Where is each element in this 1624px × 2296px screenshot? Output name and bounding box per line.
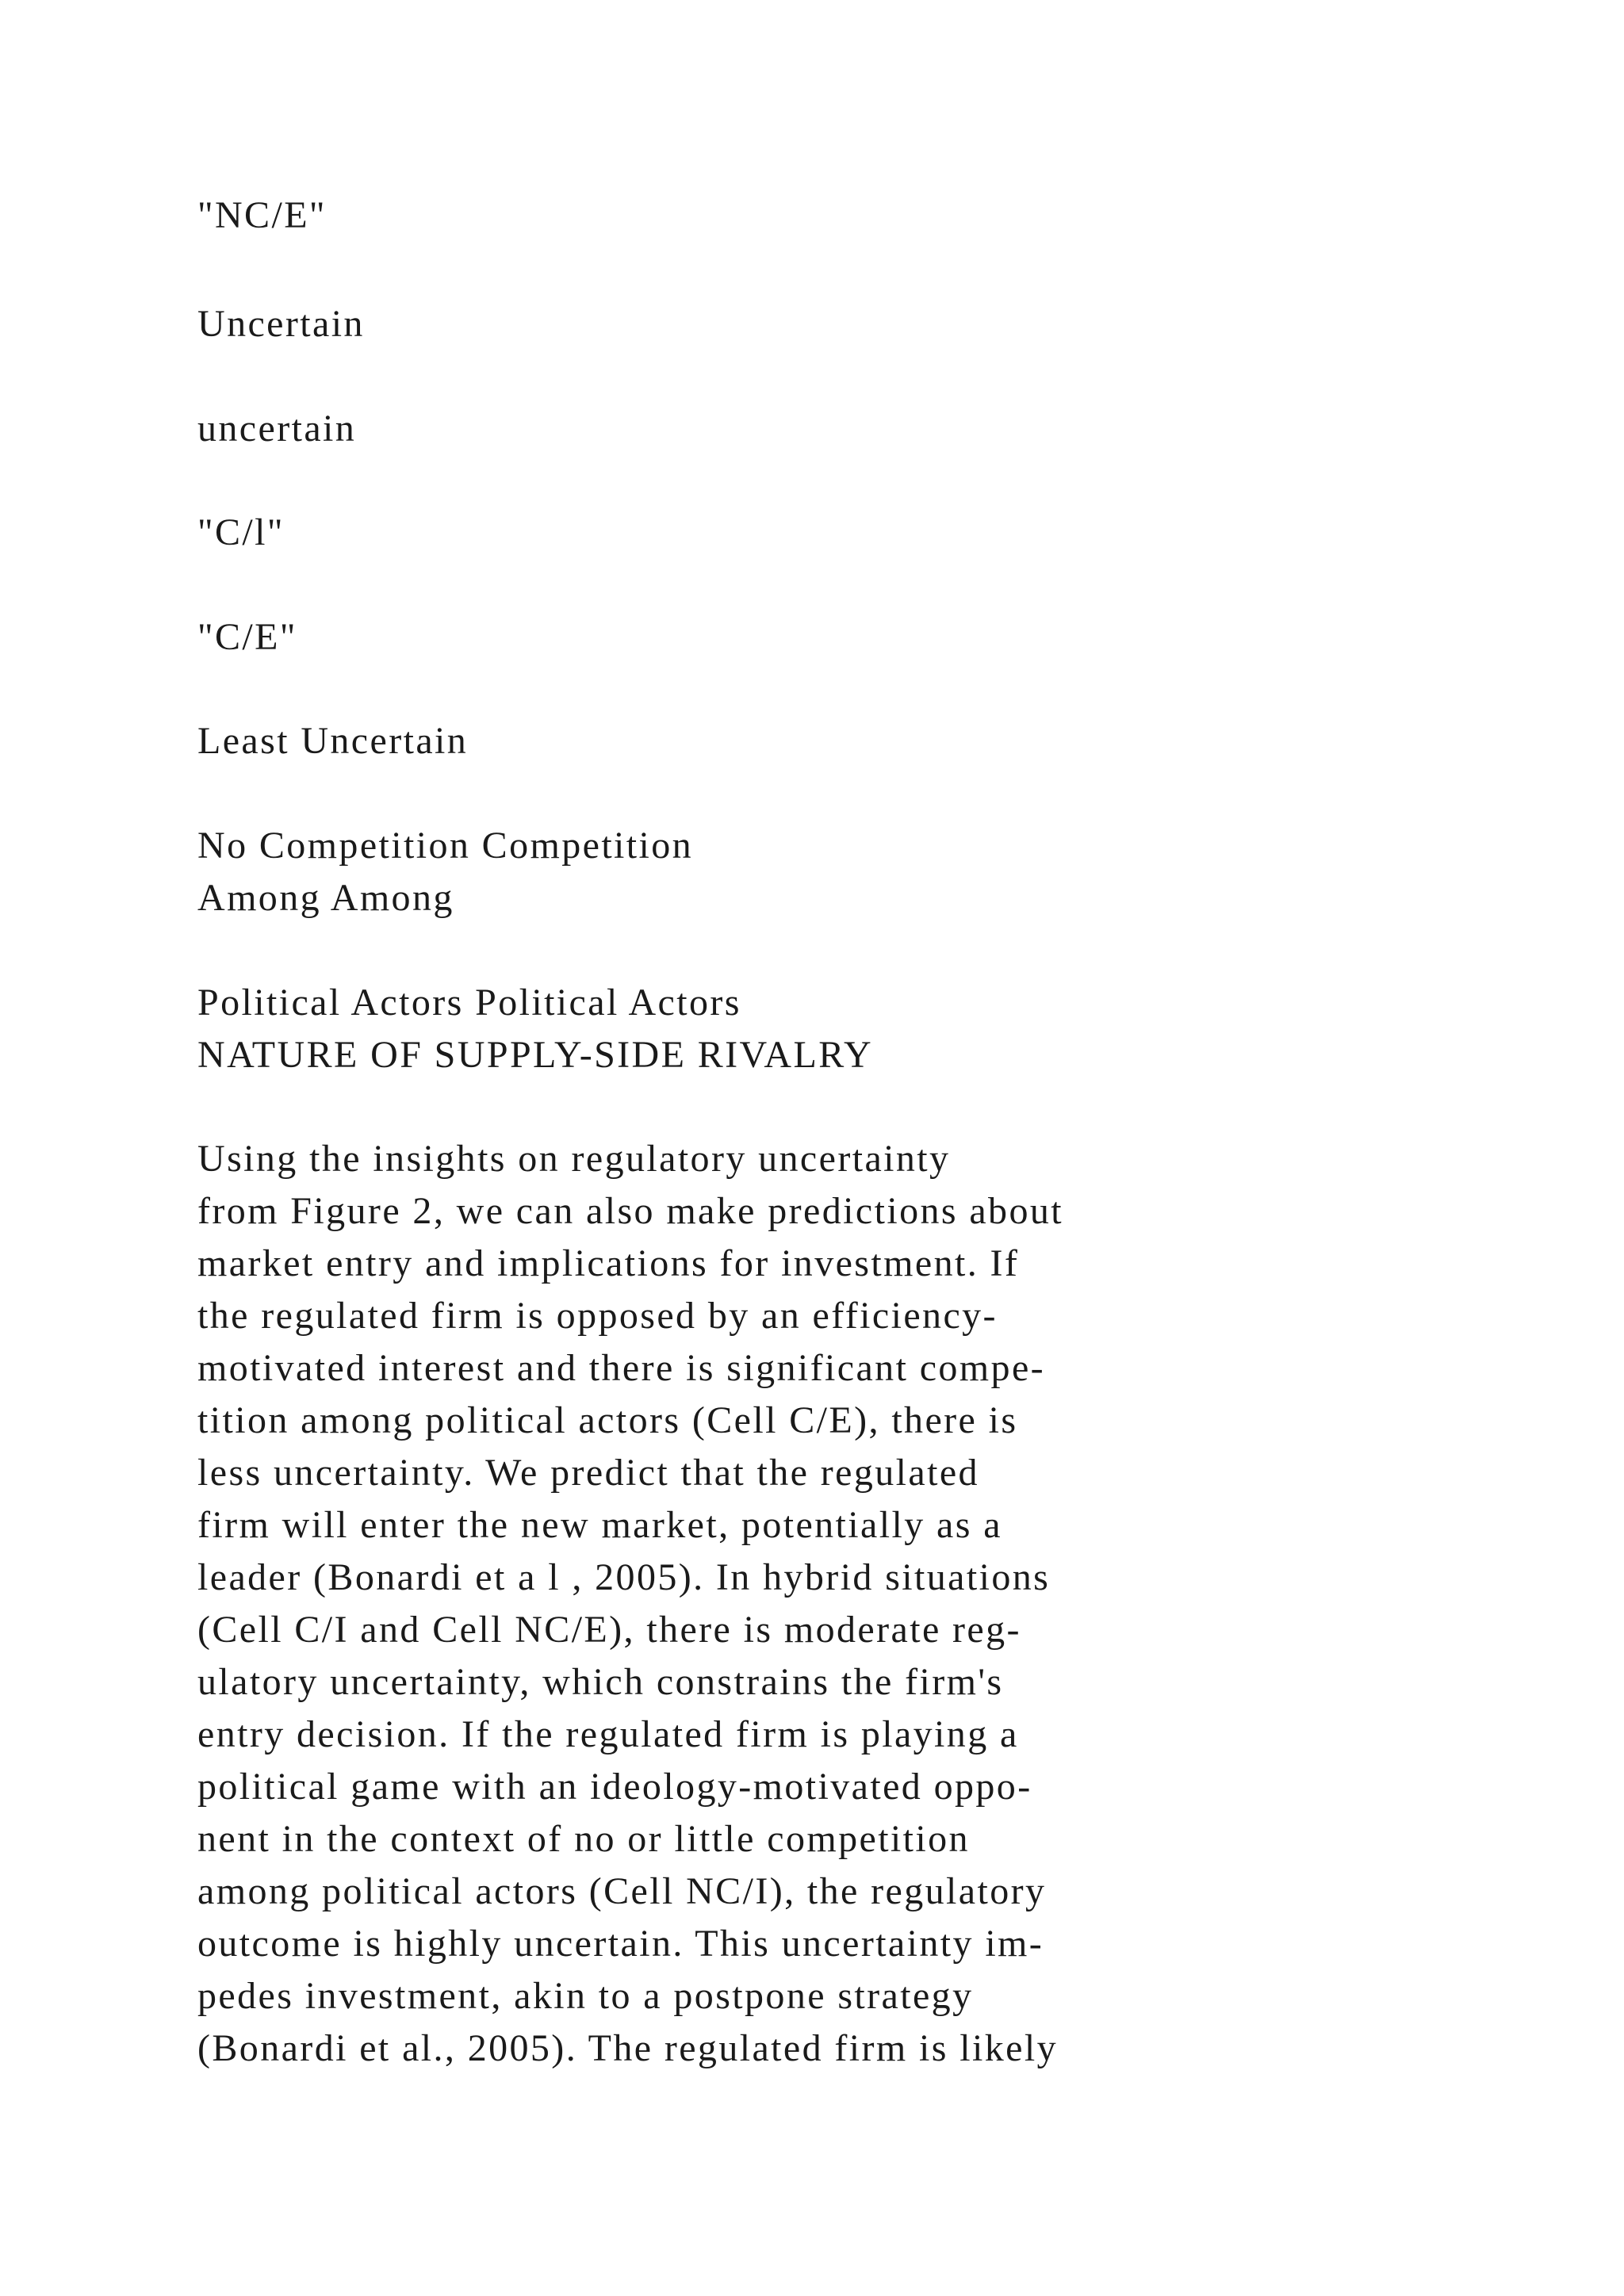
body-text-line: pedes investment, akin to a postpone strategy	[197, 1975, 974, 2017]
figure-label-nc-e: "NC/E"	[197, 194, 327, 236]
body-text-line: political game with an ideology-motivated oppo-	[197, 1766, 1032, 1808]
figure-axis-label-line-2: Among Among	[197, 877, 454, 919]
body-text-line: motivated interest and there is significant compe-	[197, 1347, 1046, 1389]
body-text-line: from Figure 2, we can also make predictions about	[197, 1190, 1063, 1232]
figure-label-c-e: "C/E"	[197, 616, 297, 658]
figure-label-least-uncertain: Least Uncertain	[197, 720, 469, 762]
figure-label-uncertain: Uncertain	[197, 303, 365, 345]
body-text-line: Using the insights on regulatory uncertainty	[197, 1138, 951, 1180]
figure-axis-label-line-1: No Competition Competition	[197, 825, 694, 867]
figure-axis-title: NATURE OF SUPPLY-SIDE RIVALRY	[197, 1034, 874, 1076]
body-text-line: the regulated firm is opposed by an efficiency-	[197, 1295, 998, 1337]
body-text-line: among political actors (Cell NC/I), the regulatory	[197, 1870, 1047, 1912]
body-text-line: nent in the context of no or little competition	[197, 1818, 970, 1860]
figure-axis-label-line-3: Political Actors Political Actors	[197, 982, 741, 1024]
body-text-line: (Cell C/I and Cell NC/E), there is moderate reg-	[197, 1609, 1021, 1651]
figure-label-uncertain-lower: uncertain	[197, 408, 357, 450]
body-text-line: leader (Bonardi et a l , 2005). In hybrid situations	[197, 1556, 1051, 1598]
body-text-line: market entry and implications for investment. If	[197, 1242, 1020, 1284]
body-text-line: ulatory uncertainty, which constrains the firm's	[197, 1661, 1004, 1703]
body-text-line: tition among political actors (Cell C/E), there is	[197, 1399, 1018, 1441]
body-text-line: less uncertainty. We predict that the regulated	[197, 1452, 979, 1494]
body-text-line: entry decision. If the regulated firm is playing a	[197, 1713, 1019, 1755]
body-text-line: (Bonardi et al., 2005). The regulated firm is likely	[197, 2027, 1058, 2069]
body-text-line: outcome is highly uncertain. This uncertainty im-	[197, 1923, 1044, 1965]
body-text-line: firm will enter the new market, potentially as a	[197, 1504, 1002, 1546]
figure-label-c-i: "C/l"	[197, 511, 285, 553]
